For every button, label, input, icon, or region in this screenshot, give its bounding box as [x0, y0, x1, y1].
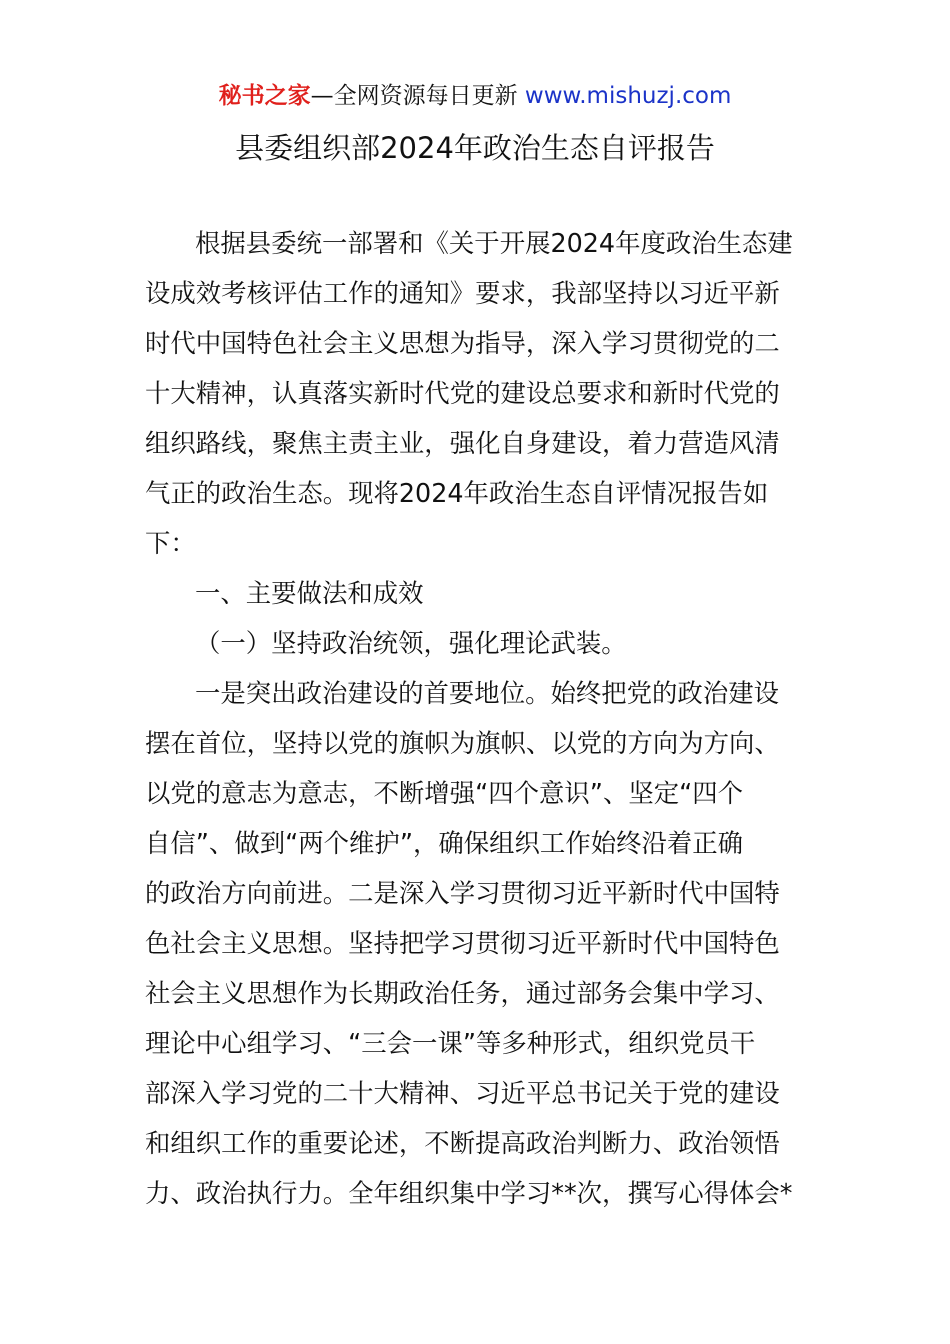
body-line: 自信”、做到“两个维护”，确保组织工作始终沿着正确 [145, 828, 744, 858]
body-line: 部深入学习党的二十大精神、习近平总书记关于党的建设 [145, 1078, 780, 1108]
body-line: 根据县委统一部署和《关于开展2024年度政治生态建 [195, 228, 793, 258]
body-line: 以党的意志为意志，不断增强“四个意识”、坚定“四个 [145, 778, 744, 808]
body-line: 时代中国特色社会主义思想为指导，深入学习贯彻党的二 [145, 328, 780, 358]
site-header [0, 80, 950, 112]
document-title: 县委组织部2024年政治生态自评报告 [235, 131, 715, 165]
site-url-link[interactable]: www.mishuzj.com [524, 83, 732, 109]
body-line: 的政治方向前进。二是深入学习贯彻习近平新时代中国特 [145, 878, 780, 908]
body-line: 色社会主义思想。坚持把学习贯彻习近平新时代中国特色 [145, 928, 780, 958]
body-line: 组织路线，聚焦主责主业，强化自身建设，着力营造风清 [145, 428, 780, 458]
brand-name: 秘书之家 [218, 83, 311, 109]
document-body [145, 218, 807, 1218]
body-line: 社会主义思想作为长期政治任务，通过部务会集中学习、 [145, 978, 780, 1008]
body-line: 和组织工作的重要论述，不断提高政治判断力、政治领悟 [145, 1128, 780, 1158]
body-line: 设成效考核评估工作的通知》要求，我部坚持以习近平新 [145, 278, 780, 308]
body-line: 理论中心组学习、“三会一课”等多种形式，组织党员干 [145, 1028, 756, 1058]
header-tagline: —全网资源每日更新 [310, 83, 525, 109]
body-line: 一是突出政治建设的首要地位。始终把党的政治建设 [195, 678, 779, 708]
body-line: 力、政治执行力。全年组织集中学习**次，撰写心得体会* [145, 1178, 793, 1208]
body-line: 下： [145, 528, 196, 558]
subsection-heading: （一）坚持政治统领，强化理论武装。 [195, 628, 627, 658]
section-heading: 一、主要做法和成效 [195, 578, 424, 608]
body-line: 摆在首位，坚持以党的旗帜为旗帜、以党的方向为方向、 [145, 728, 780, 758]
body-line: 十大精神，认真落实新时代党的建设总要求和新时代党的 [145, 378, 780, 408]
body-line: 气正的政治生态。现将2024年政治生态自评情况报告如 [145, 478, 769, 508]
